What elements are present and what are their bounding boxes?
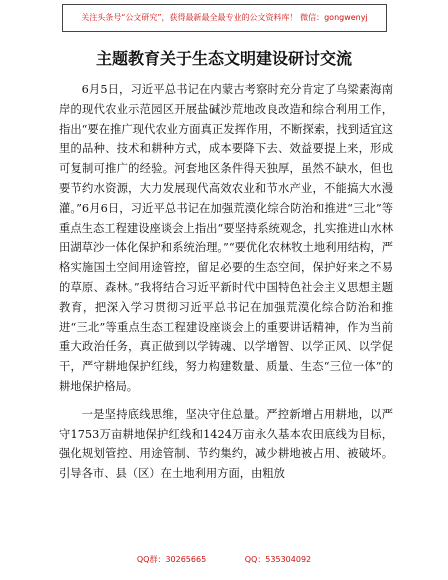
footer-qq: QQ：535304092: [244, 555, 312, 564]
promo-banner-text: 关注头条号“公文研究”，获得最新最全最专业的公文资料库！ 微信：gongwenyj: [81, 13, 368, 22]
promo-banner: [62, 4, 387, 32]
paragraph: 一是坚持底线思维，坚决守住总量。严控新增占用耕地，以严守1753万亩耕地保护红线和1424万亩永久基本农田底线为目标，强化规划管控、用途管制、节约集约，减少耕地被占用、被破坏。引导各市、县（区）在土地利用方面，由粗放: [59, 407, 393, 481]
document-body: [59, 80, 393, 484]
paragraph: 6月5日，习近平总书记在内蒙古考察时充分肯定了乌梁素海南岸的现代农业示范园区开展盐碱沙荒地改良改造和综合利用工作，指出“要在推广现代农业方面真正发挥作用，不断探索，找到适宜这里的品种、技术和耕种方式，成本要降下去、效益要提上来，形成可复制可推广的经验。河套地区条件得天独厚，虽然不缺水，但也要节约水资源，大力发展现代高效农业和节水产业，不能搞大水漫灌。”6月6日，习近平总书记在加强荒漠化综合防治和推进“三北”等重点生态工程建设座谈会上指出“要坚持系统观念，扎实推进山水林田湖草沙一体化保护和系统治理。”“要优化农林牧土地利用结构，严格实施国土空间用途管控，留足必要的生态空间，保护好来之不易的草原、森林。”我将结合习近平新时代中国特色社会主义思想主题教育，把深入学习贯彻习近平总书记在加强荒漠化综合防治和推进“三北”等重点生态工程建设座谈会上的重要讲话精神，作为当前重大政治任务，真正做到以学铸魂、以学增智、以学正风、以学促干，严守耕地保护红线，努力构建数量、质量、生态“三位一体”的耕地保护格局。: [59, 83, 393, 393]
footer-contact: [0, 554, 448, 565]
footer-qq-group: QQ群：30265665: [136, 555, 207, 564]
document-title: 主题教育关于生态文明建设研讨交流: [95, 49, 352, 68]
